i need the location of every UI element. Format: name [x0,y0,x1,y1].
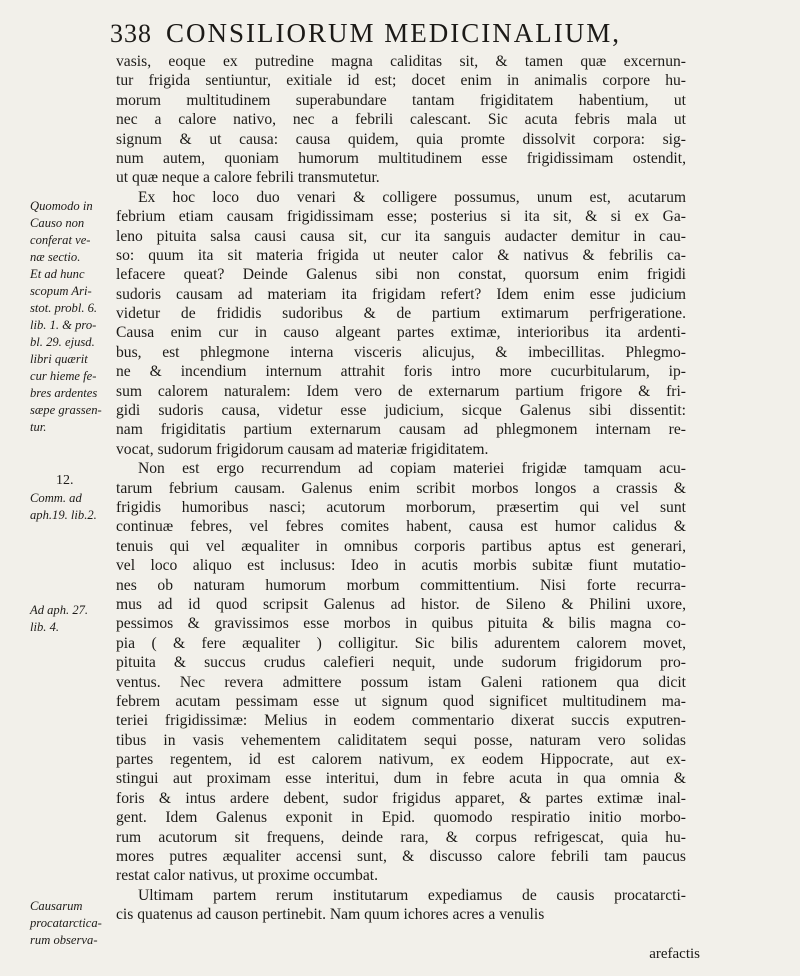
margin-note-line: Et ad hunc [30,267,85,281]
margin-note-line: næ sectio. [30,250,81,264]
text-line: bus, est phlegmone interna visceris alicujus, & imbecillitas. Phlegmo- [116,343,686,361]
margin-note-line: Quomodo in [30,199,93,213]
margin-note-number [30,472,114,489]
text-line: lefacere queat? Deinde Galenus sibi non constat, quorsum enim frigidi [116,266,686,284]
text-line: rum acutorum sit frequens, deinde rara, & corpus refrigescat, quia hu- [116,828,686,846]
text-line: stingui aut proximam esse interitui, dum in febre acuta in qua omnia & [116,770,686,788]
margin-note-line: Comm. ad [30,491,82,505]
text-line: Ex hoc loco duo venari & colligere possumus, unum est, acutarum [138,188,686,206]
text-line: tibus in vasis vehementem caliditatem sequi posse, naturam vero solidas [116,731,686,749]
page-header [110,18,670,52]
text-line: partes regentem, id est calorem nativum, ex eodem Hippocrate, aut ex- [116,751,686,769]
margin-note-quomodo [30,198,114,436]
margin-note-line: aph.19. lib.2. [30,508,97,522]
text-line: sum calorem naturalem: Idem vero de externarum partium frigore & fri- [116,382,686,400]
text-line: cis quatenus ad causon pertinebit. Nam quum ichores acres a venulis [116,906,545,924]
margin-note-line: lib. 1. & pro- [30,318,97,332]
text-line: Ultimam partem rerum institutarum expediamus de causis procatarcti- [138,886,686,904]
text-line: Causa enim cur in causo algeant partes extimæ, interioribus ita ardenti- [116,324,686,342]
margin-note-aph [30,602,114,636]
text-line: signum & ut causa: causa quidem, quia promte dissolvit corpora: sig- [116,130,686,148]
margin-note-line: rum observa- [30,933,98,947]
text-line: pia ( & fere æqualiter ) colligitur. Sic bilis adurentem calorem movet, [116,634,686,652]
text-line: Non est ergo recurrendum ad copiam materiei frigidæ tamquam acu- [138,460,686,478]
text-line: frigidis humoribus nasci; acutorum morborum, præsertim qui vel sunt [116,498,686,516]
section-number: 12. [56,473,74,488]
text-line: foris & intus ardere debent, sudor frigidus apparet, & partes extimæ inal- [116,789,686,807]
text-line: vel loco aliquo est inclusus: Ideo in acutis morbis subitæ fiunt mutatio- [116,557,686,575]
text-line: videtur de frididis sudoribus & de partium extimarum perfrigeratione. [116,305,686,323]
text-line: nam frigiditatis partium externarum causam ad phlegmonem internam re- [116,421,686,439]
margin-note-line: procatarctica- [30,916,102,930]
margin-note-line: Causarum [30,899,83,913]
text-line: sudoris causam ad materiam ita frigidam refert? Idem enim esse judicium [116,285,686,303]
margin-note-causarum [30,898,114,949]
text-line: tenuis qui vel æqualiter in omnibus corporis partibus aptus est generari, [116,537,686,555]
margin-note-line: sæpe grassen- [30,403,102,417]
text-line: leno pituita salsa causi causa sit, cur ita sanguis audacter demitur in cau- [116,227,686,245]
margin-note-line: Ad aph. 27. [30,603,89,617]
text-line: nec a calore nativo, nec a febrili calescant. Sic acuta febris mala ut [116,111,686,129]
text-line: num autem, quoniam humorum multitudinem esse frigidissimam ostendit, [116,149,686,167]
text-line: vasis, eoque ex putredine magna caliditas sit, & tamen quæ excernun- [116,53,686,70]
margin-note-line: conferat ve- [30,233,91,247]
text-line: ut quæ neque a calore febrili transmutetur. [116,169,380,187]
text-line: so: quum ita sit materia frigida ut neuter calor & nativus & febrilis ca- [116,246,686,264]
text-line: teriei frigidissimæ: Melius in eodem commentario dixerat succis exputren- [116,712,686,730]
page-number: 338 [110,19,152,48]
catchword: arefactis [649,946,700,962]
margin-note-line: bres ardentes [30,386,98,400]
margin-notes [0,0,110,976]
text-line: gidi sudoris causa, videtur esse judicium, sicque Galenus sibi dissentit: [116,402,686,420]
text-line: morum multitudinem superabundare tantam frigiditatem habentium, ut [116,91,686,109]
running-title: CONSILIORUM MEDICINALIUM, [166,18,621,48]
text-line: gent. Idem Galenus exponit in Epid. quomodo respiratio initio morbo- [116,809,686,827]
margin-note-line: cur hieme fe- [30,369,97,383]
margin-note-line: stot. probl. 6. [30,301,98,315]
text-line: tarum febrium causam. Galenus enim scribit morbos longos a crassis & [116,479,686,497]
text-line: tur frigida sentiuntur, exitiale id est; docet enim in animalis corpore hu- [116,72,686,90]
text-line: ventus. Nec revera admittere possum istam Galeni rationem qua dicit [116,673,686,691]
margin-note-line: Causo non [30,216,85,230]
margin-note-line: bl. 29. ejusd. [30,335,95,349]
margin-note-line: tur. [30,420,47,434]
text-line: mus ad id quod scripsit Galenus ad histor. de Sileno & Philini uxore, [116,595,686,613]
body-text [116,52,686,925]
text-line: pessimos & gravissimos esse morbos in quibus pituita & bilis magna co- [116,615,686,633]
text-line: ne & incendium internum attrahit foris intro more cucurbitularum, ip- [116,363,686,381]
margin-note-line: libri quærit [30,352,88,366]
text-line: restat calor nativus, ut proxime occumbat. [116,867,378,885]
text-line: febrium etiam causam frigidissimam esse; posterius si ita sit, & si ex Ga- [116,208,686,226]
text-line: vocat, sudorum frigidorum causam ad materiæ frigiditatem. [116,440,489,458]
text-line: continuæ febres, vel febres comites habent, causa est humor calidus & [116,518,686,536]
margin-note-line: scopum Ari- [30,284,92,298]
text-line: febrem acutam pessimam esse ut signum quod significet multitudinem ma- [116,692,686,710]
margin-note-line: lib. 4. [30,620,60,634]
margin-note-comm [30,490,114,524]
text-line: pituita & succus crudus calefieri nequit, unde sudorum frigidorum pro- [116,654,686,672]
text-line: mores putres æqualiter accensi sunt, & discusso calore febrili tam paucus [116,848,686,866]
text-line: nes ob naturam humorum morbum committentium. Nisi forte recurra- [116,576,686,594]
